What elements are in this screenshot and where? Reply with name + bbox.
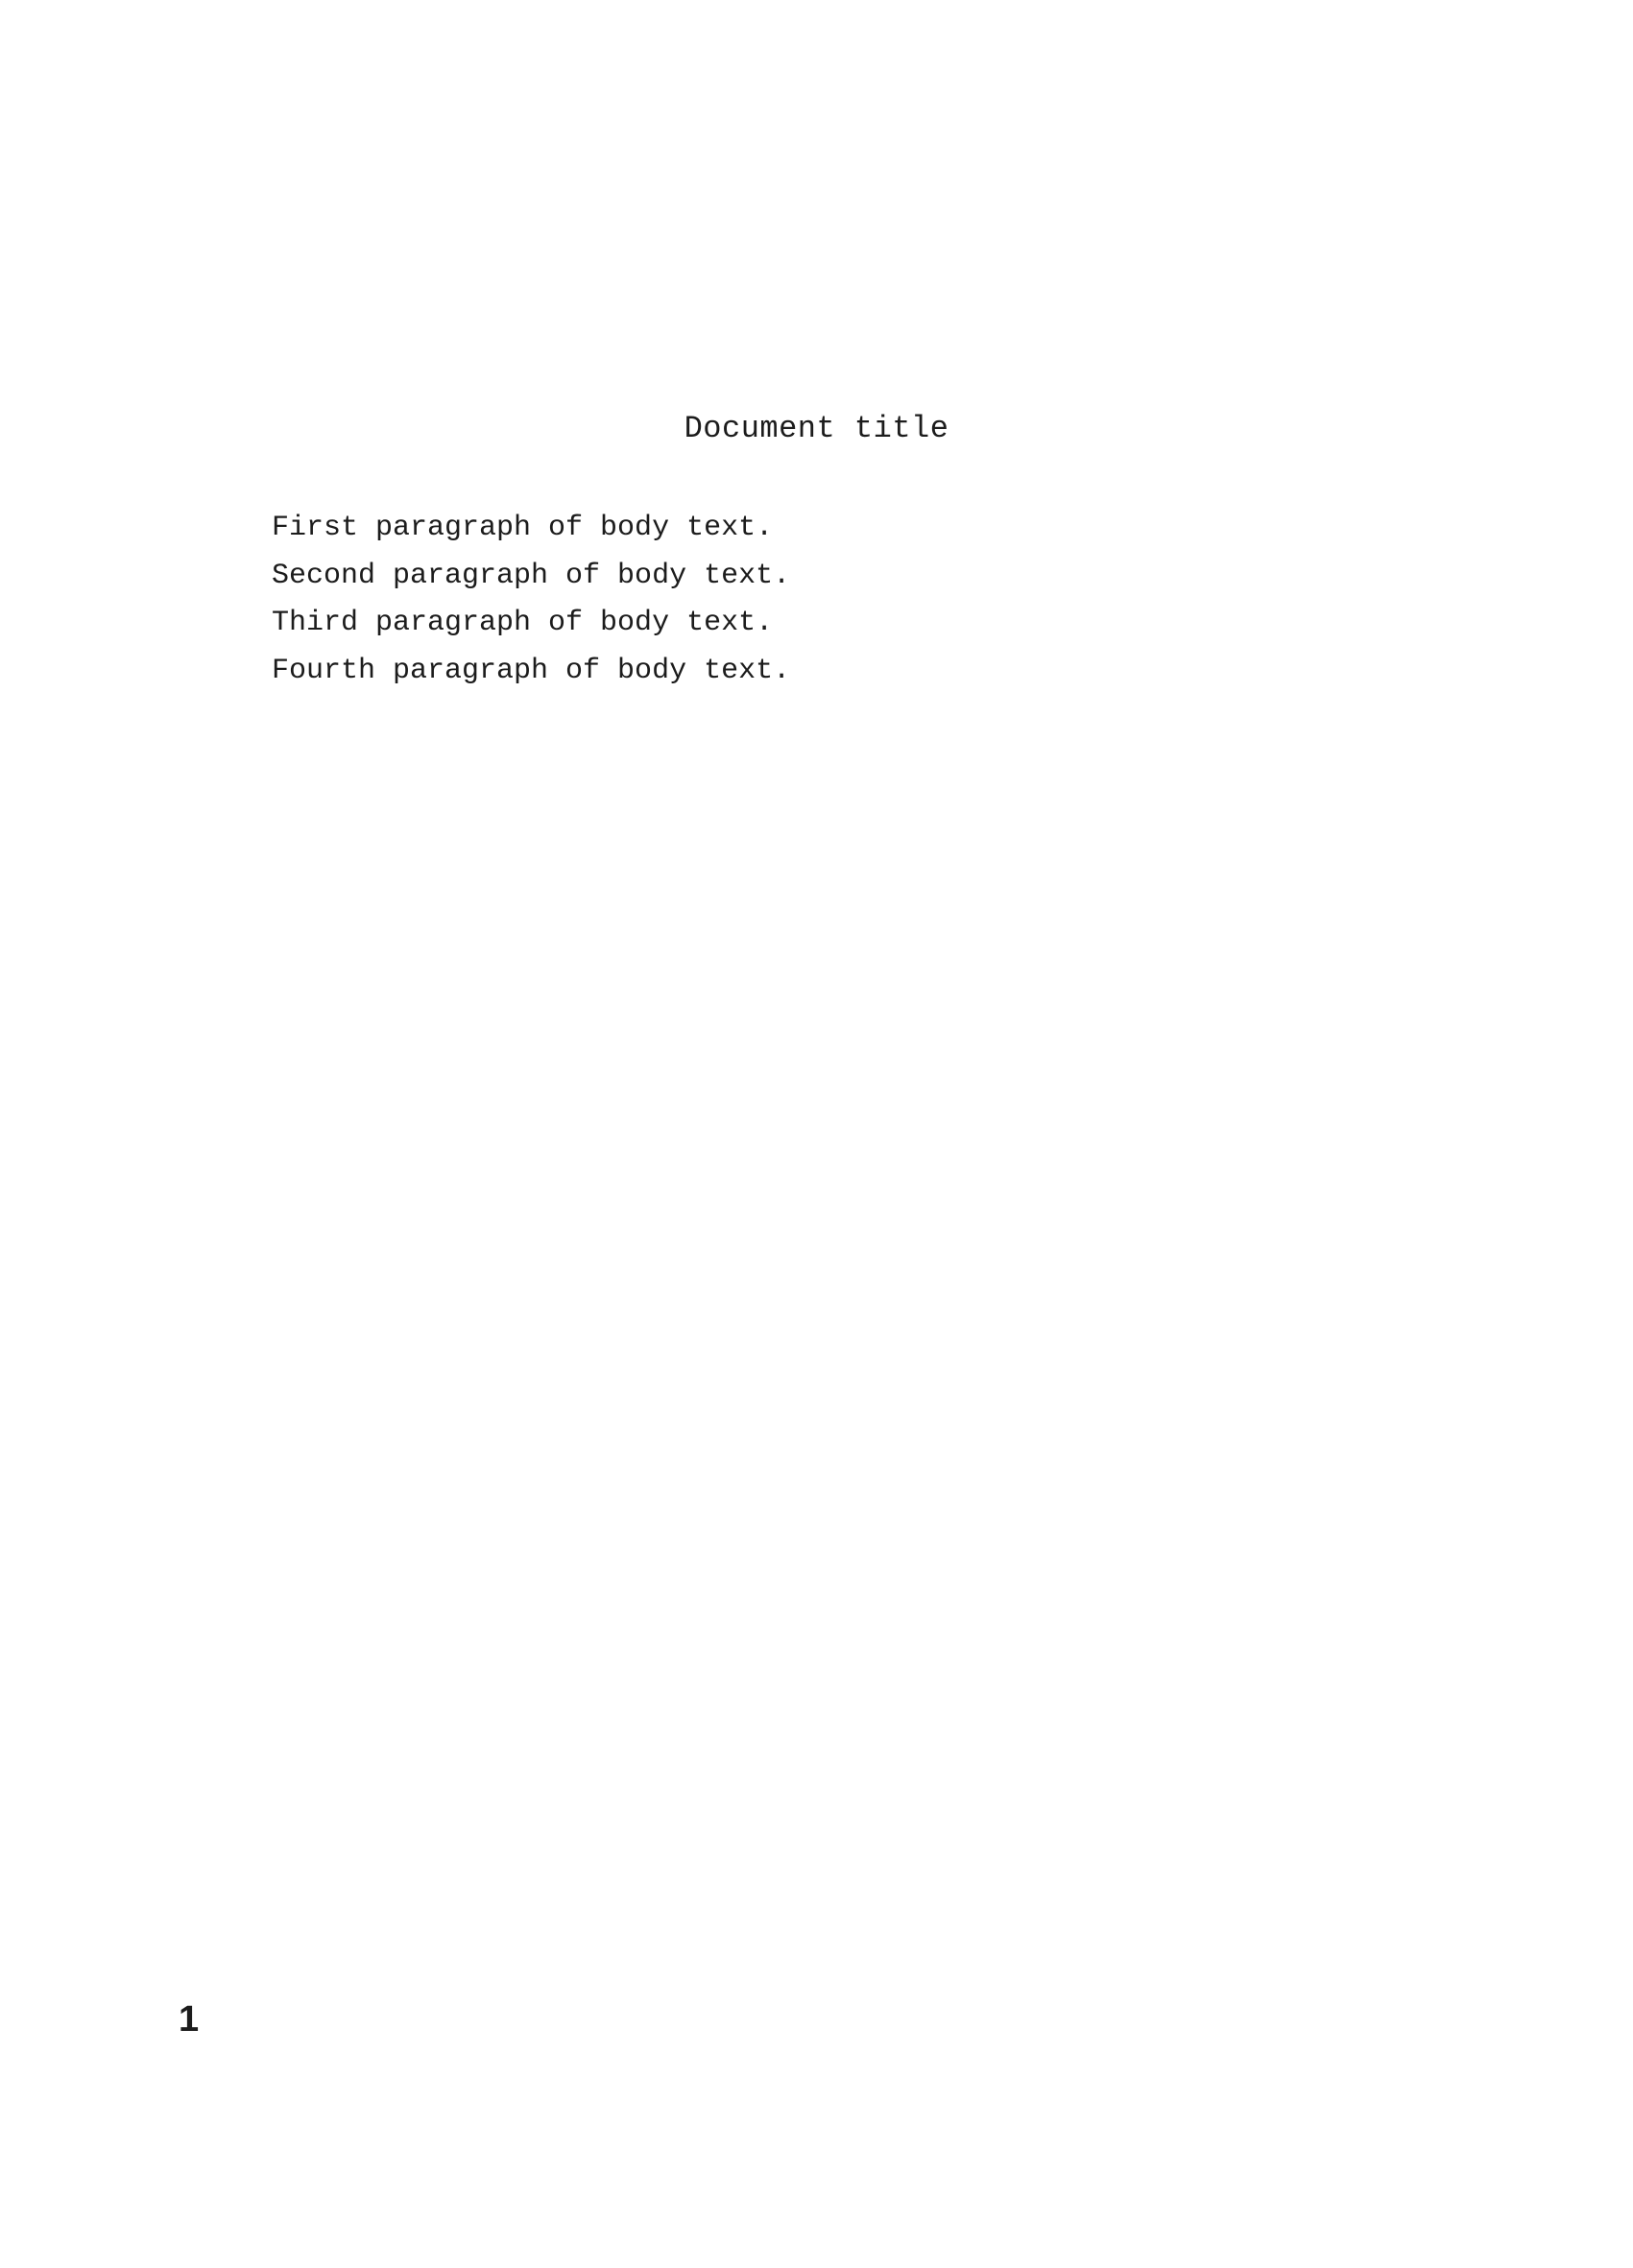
- paragraph: Third paragraph of body text.: [272, 607, 774, 639]
- body-text: [176, 505, 1472, 695]
- paragraph: Fourth paragraph of body text.: [272, 654, 791, 687]
- page-number: 1: [179, 1999, 200, 2040]
- page-title: Document title: [684, 411, 949, 446]
- paragraph: First paragraph of body text.: [272, 512, 774, 544]
- paragraph: Second paragraph of body text.: [272, 559, 791, 592]
